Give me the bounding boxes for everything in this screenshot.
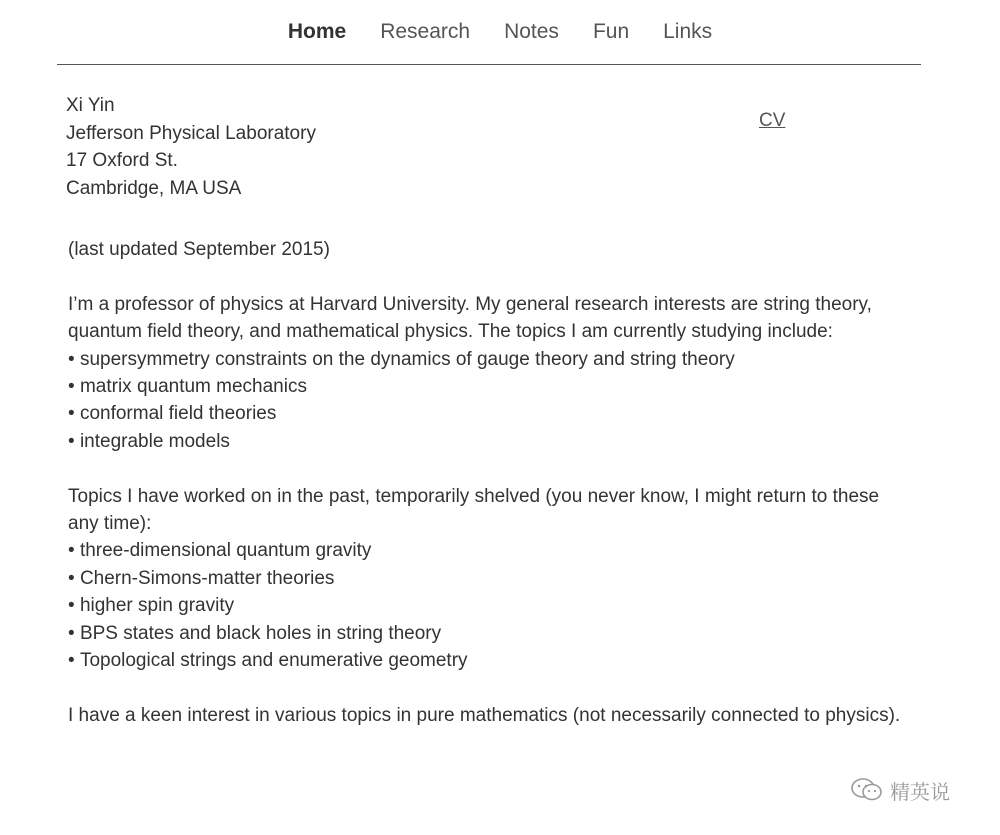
list-item: • conformal field theories bbox=[68, 400, 908, 427]
watermark-text: 精英说 bbox=[890, 781, 950, 804]
list-item: • integrable models bbox=[68, 428, 908, 455]
list-item: • supersymmetry constraints on the dynamics of gauge theory and string theory bbox=[68, 346, 908, 373]
institution: Jefferson Physical Laboratory bbox=[66, 122, 316, 144]
last-updated: (last updated September 2015) bbox=[68, 239, 330, 260]
watermark bbox=[850, 775, 970, 805]
math-interest-paragraph: I have a keen interest in various topics in pure mathematics (not necessarily connected to physics). bbox=[68, 704, 901, 726]
list-item: • higher spin gravity bbox=[68, 592, 908, 619]
nav-research[interactable]: Research bbox=[380, 20, 471, 43]
address-block bbox=[66, 92, 316, 202]
cv-link[interactable]: CV bbox=[759, 110, 786, 131]
list-item: • Topological strings and enumerative geometry bbox=[68, 647, 908, 674]
main-content bbox=[68, 236, 908, 729]
city-country: Cambridge, MA USA bbox=[66, 177, 242, 199]
street-address: 17 Oxford St. bbox=[66, 150, 178, 171]
current-topics-list bbox=[68, 346, 908, 456]
list-item: • three-dimensional quantum gravity bbox=[68, 537, 908, 564]
intro-paragraph: I’m a professor of physics at Harvard University. My general research interests are string theory, quantum field theory, and mathematical physics. The topics I am currently studying include: bbox=[68, 293, 872, 343]
list-item: • Chern-Simons-matter theories bbox=[68, 565, 908, 592]
list-item: • BPS states and black holes in string theory bbox=[68, 620, 908, 647]
nav-fun[interactable]: Fun bbox=[592, 20, 630, 43]
nav-notes[interactable]: Notes bbox=[504, 20, 559, 43]
nav-home[interactable]: Home bbox=[287, 20, 347, 43]
wechat-icon bbox=[850, 777, 884, 803]
nav-links[interactable]: Links bbox=[663, 20, 713, 43]
top-navigation bbox=[0, 16, 1000, 48]
past-topics-list bbox=[68, 537, 908, 674]
person-name: Xi Yin bbox=[66, 95, 115, 116]
list-item: • matrix quantum mechanics bbox=[68, 373, 908, 400]
past-topics-intro: Topics I have worked on in the past, temporarily shelved (you never know, I might return to these any time): bbox=[68, 485, 880, 535]
nav-divider bbox=[57, 64, 921, 65]
